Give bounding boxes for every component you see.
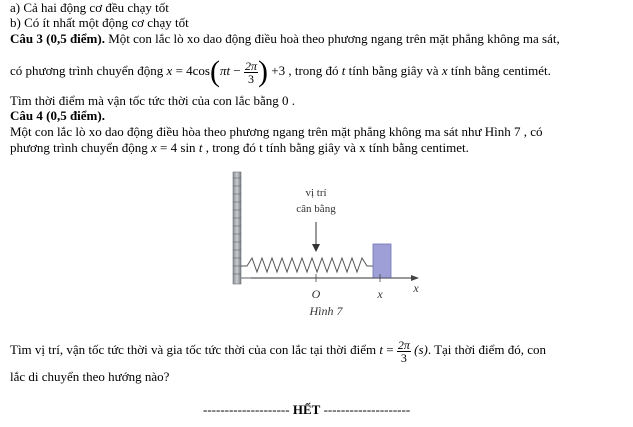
q4-bottom-t: t	[379, 342, 383, 357]
q4-bottom-fraction	[397, 339, 411, 364]
label-x-mark: x	[377, 287, 383, 301]
label-vi-tri: vị trí	[305, 187, 327, 199]
q4-bottom-line1	[10, 335, 546, 365]
q4-text2-a: phương trình chuyển động	[10, 140, 152, 155]
q3-eq-minus: −	[230, 63, 244, 78]
footer-end	[203, 402, 410, 417]
q3-eq-suffix3: tính bằng centimét.	[447, 63, 551, 78]
q3-eq-t: t	[341, 63, 346, 78]
q4-bottom-unit: (s)	[410, 342, 428, 357]
q4-bottom-frac-den: 3	[400, 350, 407, 365]
q4-text2-b: , trong đó t tính bằng giây và x tính bằng centimet.	[202, 140, 469, 155]
q4-text2-t: t	[198, 140, 203, 155]
q3-eq-pit: πt	[220, 63, 231, 78]
footer-end-label: HẾT	[292, 402, 321, 417]
q3-equation-line	[10, 55, 551, 89]
figure-caption: Hình 7	[309, 304, 343, 318]
q4-text2	[10, 140, 469, 155]
q4-heading: Câu 4 (0,5 điểm).	[10, 108, 105, 123]
q4-bottom-eq: =	[383, 342, 397, 357]
q4-text2-eq: = 4 sin	[156, 140, 199, 155]
q3-eq-x2: x	[441, 63, 448, 78]
q3-text2: Tìm thời điểm mà vận tốc tức thời của con lắc bằng 0 .	[10, 93, 296, 108]
footer-dashes-right: --------------------	[320, 402, 411, 417]
q4-bottom-frac-num: 2π	[397, 337, 410, 352]
paren-left: (	[210, 55, 220, 89]
q3-eq-cos: = 4cos	[172, 63, 210, 78]
q3-frac-num: 2π	[244, 58, 257, 73]
q3-eq-plus: +3	[267, 63, 286, 78]
label-can-bang: cân bằng	[296, 203, 336, 215]
q3-eq-prefix: có phương trình chuyển động	[10, 63, 167, 78]
option-b: b) Có ít nhất một động cơ chạy tốt	[10, 15, 189, 30]
q3-text1: Một con lắc lò xo dao động điều hoà theo phương ngang trên mặt phẳng không ma sát,	[104, 31, 560, 46]
q4-text2-x: x	[151, 140, 157, 155]
q4-bottom-a: Tìm vị trí, vận tốc tức thời và gia tốc tức thời của con lắc tại thời điểm	[10, 342, 380, 357]
q3-heading: Câu 3 (0,5 điểm).	[10, 31, 105, 46]
q3-eq-suffix1: , trong đó	[285, 63, 342, 78]
q4-bottom-line2: lắc di chuyển theo hướng nào?	[10, 369, 170, 384]
q3-eq-fraction	[244, 60, 258, 85]
q4-bottom-b: . Tại thời điểm đó, con	[427, 342, 547, 357]
q3-eq-suffix2: tính bằng giây và	[345, 63, 442, 78]
q3-frac-den: 3	[247, 71, 254, 86]
block	[373, 244, 391, 278]
down-arrow-icon	[312, 244, 320, 252]
paren-right: )	[257, 55, 268, 89]
option-a: a) Cả hai động cơ đều chạy tốt	[10, 0, 169, 15]
spring	[241, 258, 373, 272]
figure-7	[225, 168, 435, 318]
q3-eq-x: x	[166, 63, 173, 78]
label-x-axis: x	[413, 281, 419, 295]
label-origin: O	[311, 287, 321, 301]
q4-text1: Một con lắc lò xo dao động điều hòa theo phương ngang trên mặt phẳng không ma sát như Hình 7 , có	[10, 124, 543, 139]
wall	[233, 172, 241, 284]
q3-line1	[10, 31, 560, 46]
footer-dashes-left: --------------------	[203, 402, 293, 417]
